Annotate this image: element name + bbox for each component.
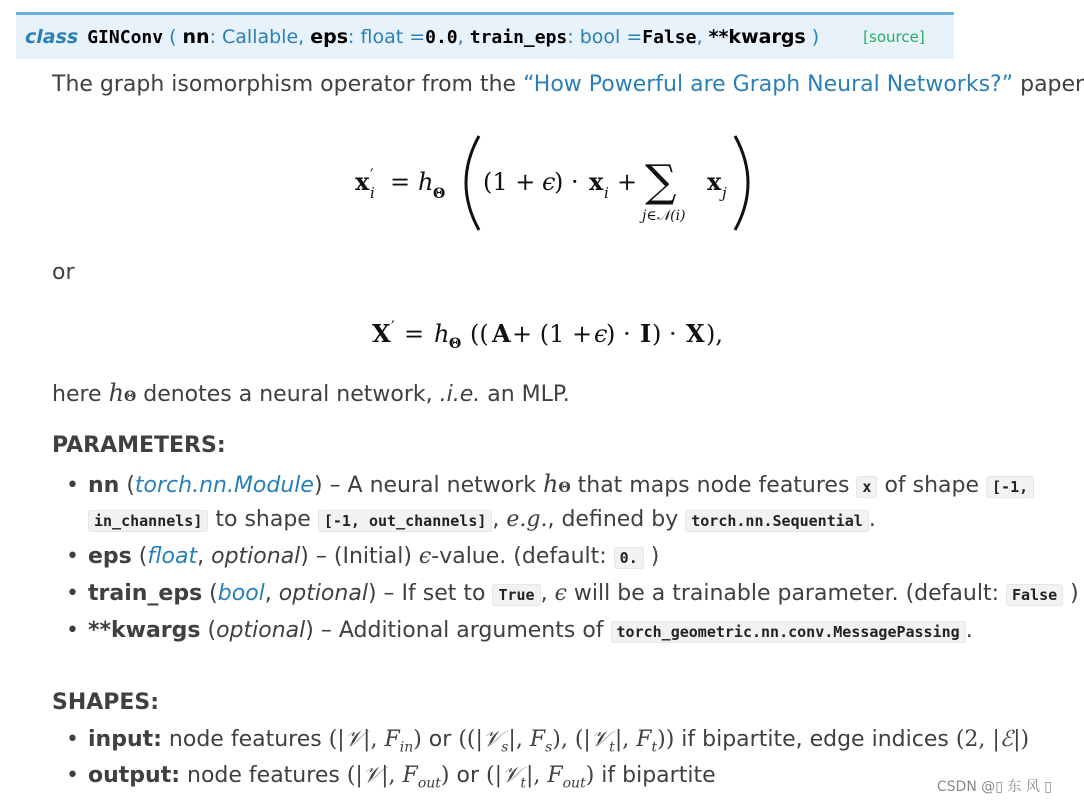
param-train-eps-type-link[interactable]: bool xyxy=(217,581,265,606)
shape-output-or: or xyxy=(449,763,486,788)
math-input-shape: (|𝒱|, $F_{in}$) xyxy=(328,727,422,756)
param-nn-eg: e.g. xyxy=(506,507,548,532)
svg-text:ϵ: ϵ xyxy=(542,168,556,196)
svg-text:((: (( xyxy=(470,320,489,348)
svg-text:∑: ∑ xyxy=(645,156,677,207)
svg-text:′: ′ xyxy=(370,165,374,184)
here-ie: .i.e. xyxy=(439,382,481,407)
param-train-eps-item: • train_eps (bool, optional) – If set to True , ϵ will be a trainable parameter. (default: False ) xyxy=(66,581,1079,606)
equation-2-svg xyxy=(372,314,752,354)
code-sequential: torch.nn.Sequential xyxy=(685,510,869,532)
svg-text:=: = xyxy=(404,320,425,348)
math-output-bipartite-shape: (|𝒱$_t$|, $F_{out}$) xyxy=(485,763,595,792)
param-eps-type-link[interactable]: float xyxy=(147,544,198,569)
class-keyword: class xyxy=(25,26,79,48)
param-kwargs-name: **kwargs xyxy=(88,618,201,643)
shapes-heading: SHAPES: xyxy=(52,690,160,715)
code-shape-out: [-1, out_channels] xyxy=(318,510,493,532)
param-train-eps-default: False xyxy=(642,26,697,48)
param-kwargs-text2: . xyxy=(965,618,973,643)
param-train-eps-optional: optional xyxy=(278,581,368,606)
here-prefix: here xyxy=(52,382,109,407)
svg-text:=: = xyxy=(390,168,411,196)
watermark: CSDN @▯ 东 风 ▯ xyxy=(936,779,1052,795)
param-eps-item: • eps (float, optional) – (Initial) ϵ-value. (default: 0. ) xyxy=(66,544,660,569)
math-edge-shape: (2, |ℰ|) xyxy=(955,727,1030,752)
open-paren: ( xyxy=(169,26,177,48)
shape-input-text2: if bipartite, edge indices xyxy=(674,727,956,752)
source-link[interactable]: [source] xyxy=(863,28,925,46)
svg-text:I: I xyxy=(640,319,652,348)
param-nn-sig-type: : Callable, xyxy=(209,26,305,48)
shape-input-or: or xyxy=(421,727,459,752)
class-name: GINConv xyxy=(87,26,164,48)
equation-1 xyxy=(355,128,765,238)
param-train-eps-text1: – If set to xyxy=(376,581,493,606)
svg-text:j: j xyxy=(722,184,727,202)
code-x: x xyxy=(856,476,877,498)
param-nn-item-cont xyxy=(66,507,876,532)
svg-text:x: x xyxy=(589,167,604,196)
param-eps-text1: – (Initial) xyxy=(308,544,419,569)
shape-output-text1: node features xyxy=(180,763,347,788)
param-train-eps-name: train_eps xyxy=(88,581,203,606)
param-train-eps-text4: ) xyxy=(1063,581,1079,606)
shape-output-label: output: xyxy=(88,763,181,788)
svg-text:′: ′ xyxy=(391,317,395,336)
intro-prefix: The graph isomorphism operator from the xyxy=(52,72,524,97)
shape-output-item: • output: node features (|𝒱|, $F_{out}$) or (|𝒱$_t$|, $F_{out}$) if bipartite xyxy=(66,763,716,792)
here-text: here hΘ denotes a neural network, .i.e. an MLP. xyxy=(52,379,570,407)
param-train-eps-text3: will be a trainable parameter. (default: xyxy=(566,581,1006,606)
paper-link[interactable]: “How Powerful are Graph Neural Networks?” xyxy=(523,72,1014,97)
svg-text:A: A xyxy=(492,319,511,348)
svg-text:i: i xyxy=(604,184,609,202)
math-input-bipartite-shape: ((|𝒱$_s$|, $F_s$), (|𝒱$_t$|, $F_t$)) xyxy=(458,727,675,756)
param-eps-sig: eps xyxy=(310,26,349,48)
shape-input-item: • input: node features (|𝒱|, $F_{in}$) or ((|𝒱$_s$|, $F_s$), (|𝒱$_t$|, $F_t$)) if bipartite, edge indices (2, |ℰ|) xyxy=(66,727,1030,756)
svg-text:) ·: ) · xyxy=(554,168,579,196)
param-nn-sig: nn xyxy=(182,26,210,48)
code-shape-in-a: [-1, xyxy=(986,476,1034,498)
signature-bar: class GINConv ( nn : Callable, eps : float = 0.0 , train_eps : bool = False , **kwargs ) [source] xyxy=(16,12,954,59)
svg-text:+ (1 +: + (1 + xyxy=(512,320,593,348)
here-suffix: denotes a neural network, xyxy=(136,382,440,407)
param-kwargs-optional: optional xyxy=(216,618,306,643)
svg-text:x: x xyxy=(707,167,722,196)
shape-input-label: input: xyxy=(88,727,162,752)
code-eps-default: 0. xyxy=(614,547,644,569)
param-nn-text6: , defined by xyxy=(547,507,686,532)
or-text: or xyxy=(52,260,75,285)
param-eps-name: eps xyxy=(88,544,132,569)
svg-text:ϵ: ϵ xyxy=(594,320,608,348)
close-paren: ) xyxy=(811,26,820,48)
param-kwargs-item: • **kwargs (optional) – Additional arguments of torch_geometric.nn.conv.MessagePassing . xyxy=(66,618,973,643)
svg-text:x: x xyxy=(355,167,370,196)
param-eps-default: 0.0 xyxy=(425,26,458,48)
intro-suffix: paper xyxy=(1013,72,1084,97)
param-nn-text3: of shape xyxy=(877,473,987,498)
param-train-eps-sig-type: : bool = xyxy=(567,26,643,48)
equation-1-svg xyxy=(355,128,765,238)
param-nn-type-link[interactable]: torch.nn.Module xyxy=(134,473,314,498)
param-eps-sig-type: : float = xyxy=(348,26,426,48)
svg-text:h: h xyxy=(418,168,434,196)
param-nn-item: • nn (torch.nn.Module) – A neural network hΘ that maps node features x of shape [-1, xyxy=(66,470,1034,498)
code-shape-in-b: in_channels] xyxy=(88,510,208,532)
param-eps-optional: optional xyxy=(211,544,301,569)
code-message-passing: torch_geometric.nn.conv.MessagePassing xyxy=(611,621,966,643)
svg-text:X: X xyxy=(686,319,705,348)
svg-text:),: ), xyxy=(706,320,723,348)
svg-text:(1 +: (1 + xyxy=(483,168,536,196)
svg-text:) ·: ) · xyxy=(652,320,677,348)
param-nn-text5: , xyxy=(492,507,507,532)
here-end: an MLP. xyxy=(480,382,570,407)
equation-2 xyxy=(372,314,752,358)
math-output-shape: (|𝒱|, $F_{out}$) xyxy=(346,763,450,792)
code-false: False xyxy=(1006,584,1063,606)
param-train-eps-sig: train_eps xyxy=(469,26,568,48)
shape-input-text1: node features xyxy=(161,727,329,752)
svg-text:i: i xyxy=(370,184,375,202)
code-true: True xyxy=(492,584,540,606)
svg-text:X: X xyxy=(372,319,391,348)
svg-text:Θ: Θ xyxy=(433,186,446,202)
param-nn-text4: to shape xyxy=(208,507,318,532)
parameters-heading: PARAMETERS: xyxy=(52,433,226,458)
param-nn-text2: that maps node features xyxy=(570,473,857,498)
shape-output-text2: if bipartite xyxy=(594,763,716,788)
svg-text:j∈𝒩(i): j∈𝒩(i) xyxy=(642,208,686,224)
param-eps-text2: -value. (default: xyxy=(431,544,614,569)
param-eps-text3: ) xyxy=(643,544,660,569)
param-train-eps-text2: , xyxy=(540,581,555,606)
svg-text:) ·: ) · xyxy=(606,320,631,348)
svg-text:Θ: Θ xyxy=(449,336,462,352)
param-nn-text7: . xyxy=(868,507,876,532)
param-nn-name: nn xyxy=(88,473,120,498)
svg-text:+: + xyxy=(617,168,638,196)
intro-text xyxy=(52,72,1084,97)
svg-text:h: h xyxy=(434,320,450,348)
param-kwargs-sig: **kwargs xyxy=(708,26,806,48)
param-kwargs-text1: – Additional arguments of xyxy=(313,618,611,643)
param-nn-text1: – A neural network xyxy=(322,473,543,498)
